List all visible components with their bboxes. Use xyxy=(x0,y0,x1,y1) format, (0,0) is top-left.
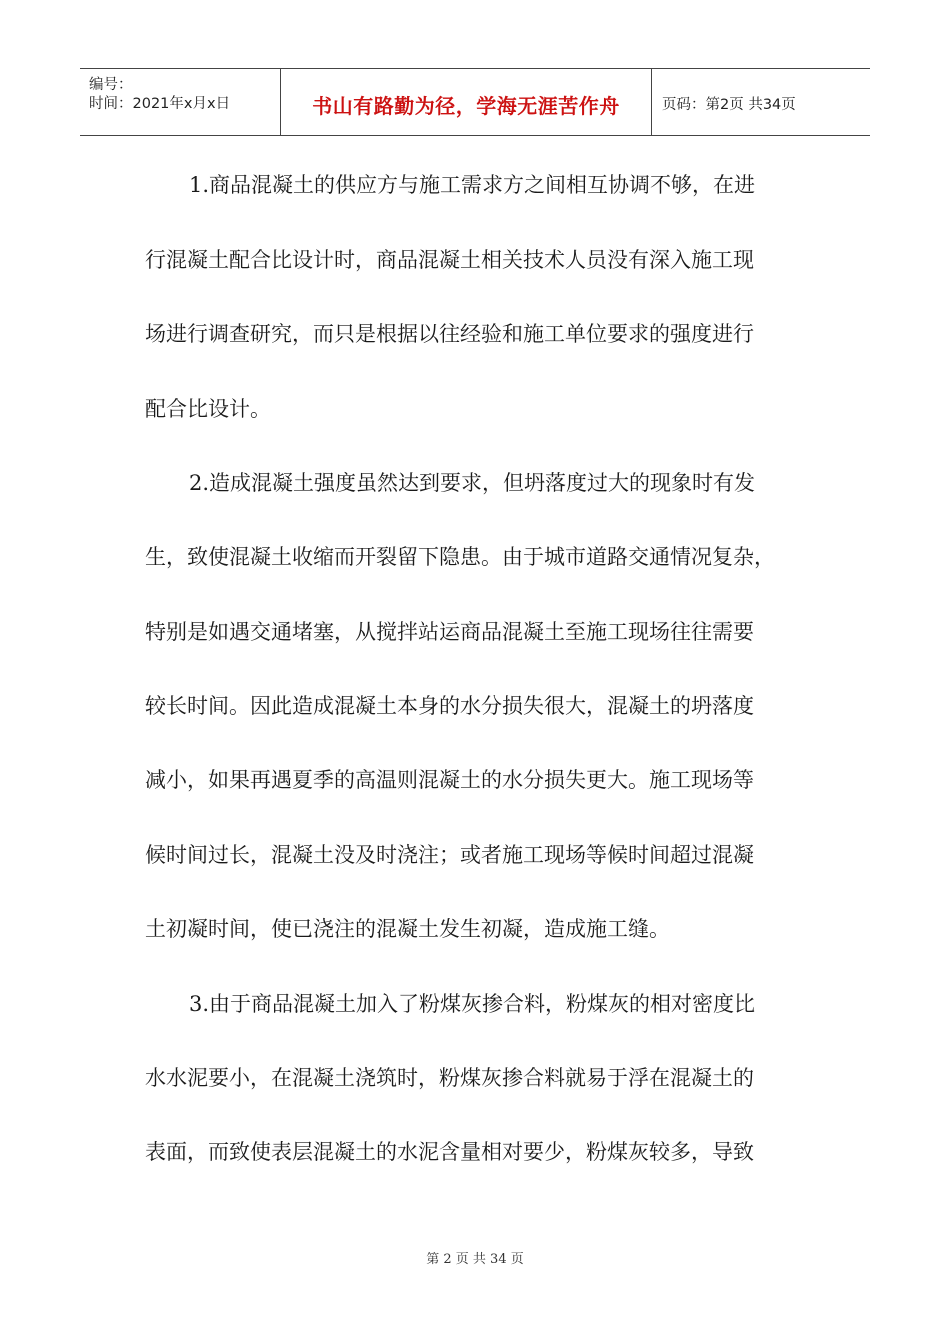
header-motto-cell xyxy=(281,69,652,135)
header-page-cell xyxy=(652,69,870,135)
body-line: 1.商品混凝土的供应方与施工需求方之间相互协调不够，在进 xyxy=(189,173,756,197)
document-time-label: 时间：2021年x月x日 xyxy=(89,96,231,112)
body-line: 表面，而致使表层混凝土的水泥含量相对要少，粉煤灰较多，导致 xyxy=(145,1140,754,1164)
body-line: 减小，如果再遇夏季的高温则混凝土的水分损失更大。施工现场等 xyxy=(145,768,754,792)
body-line: 较长时间。因此造成混凝土本身的水分损失很大，混凝土的坍落度 xyxy=(145,694,754,718)
body-line: 土初凝时间，使已浇注的混凝土发生初凝，造成施工缝。 xyxy=(145,917,670,941)
header-meta-cell xyxy=(80,69,281,135)
body-line: 场进行调查研究，而只是根据以往经验和施工单位要求的强度进行 xyxy=(145,322,754,346)
document-header xyxy=(80,68,870,136)
page-footer: 第 2 页 共 34 页 xyxy=(426,1252,524,1267)
body-line: 特别是如遇交通堵塞，从搅拌站运商品混凝土至施工现场往往需要 xyxy=(145,620,754,644)
header-motto: 书山有路勤为径，学海无涯苦作舟 xyxy=(312,93,620,118)
header-page-info: 页码：第2页 共34页 xyxy=(662,96,796,113)
body-line: 配合比设计。 xyxy=(145,397,271,421)
body-line: 候时间过长，混凝土没及时浇注；或者施工现场等候时间超过混凝 xyxy=(145,843,754,867)
body-line: 行混凝土配合比设计时，商品混凝土相关技术人员没有深入施工现 xyxy=(145,248,754,272)
body-line: 2.造成混凝土强度虽然达到要求，但坍落度过大的现象时有发 xyxy=(189,471,756,495)
body-line: 生，致使混凝土收缩而开裂留下隐患。由于城市道路交通情况复杂， xyxy=(145,545,775,569)
body-line: 3.由于商品混凝土加入了粉煤灰掺合料，粉煤灰的相对密度比 xyxy=(189,992,756,1016)
body-line: 水水泥要小，在混凝土浇筑时，粉煤灰掺合料就易于浮在混凝土的 xyxy=(145,1066,754,1090)
document-number-label: 编号： xyxy=(89,77,133,93)
